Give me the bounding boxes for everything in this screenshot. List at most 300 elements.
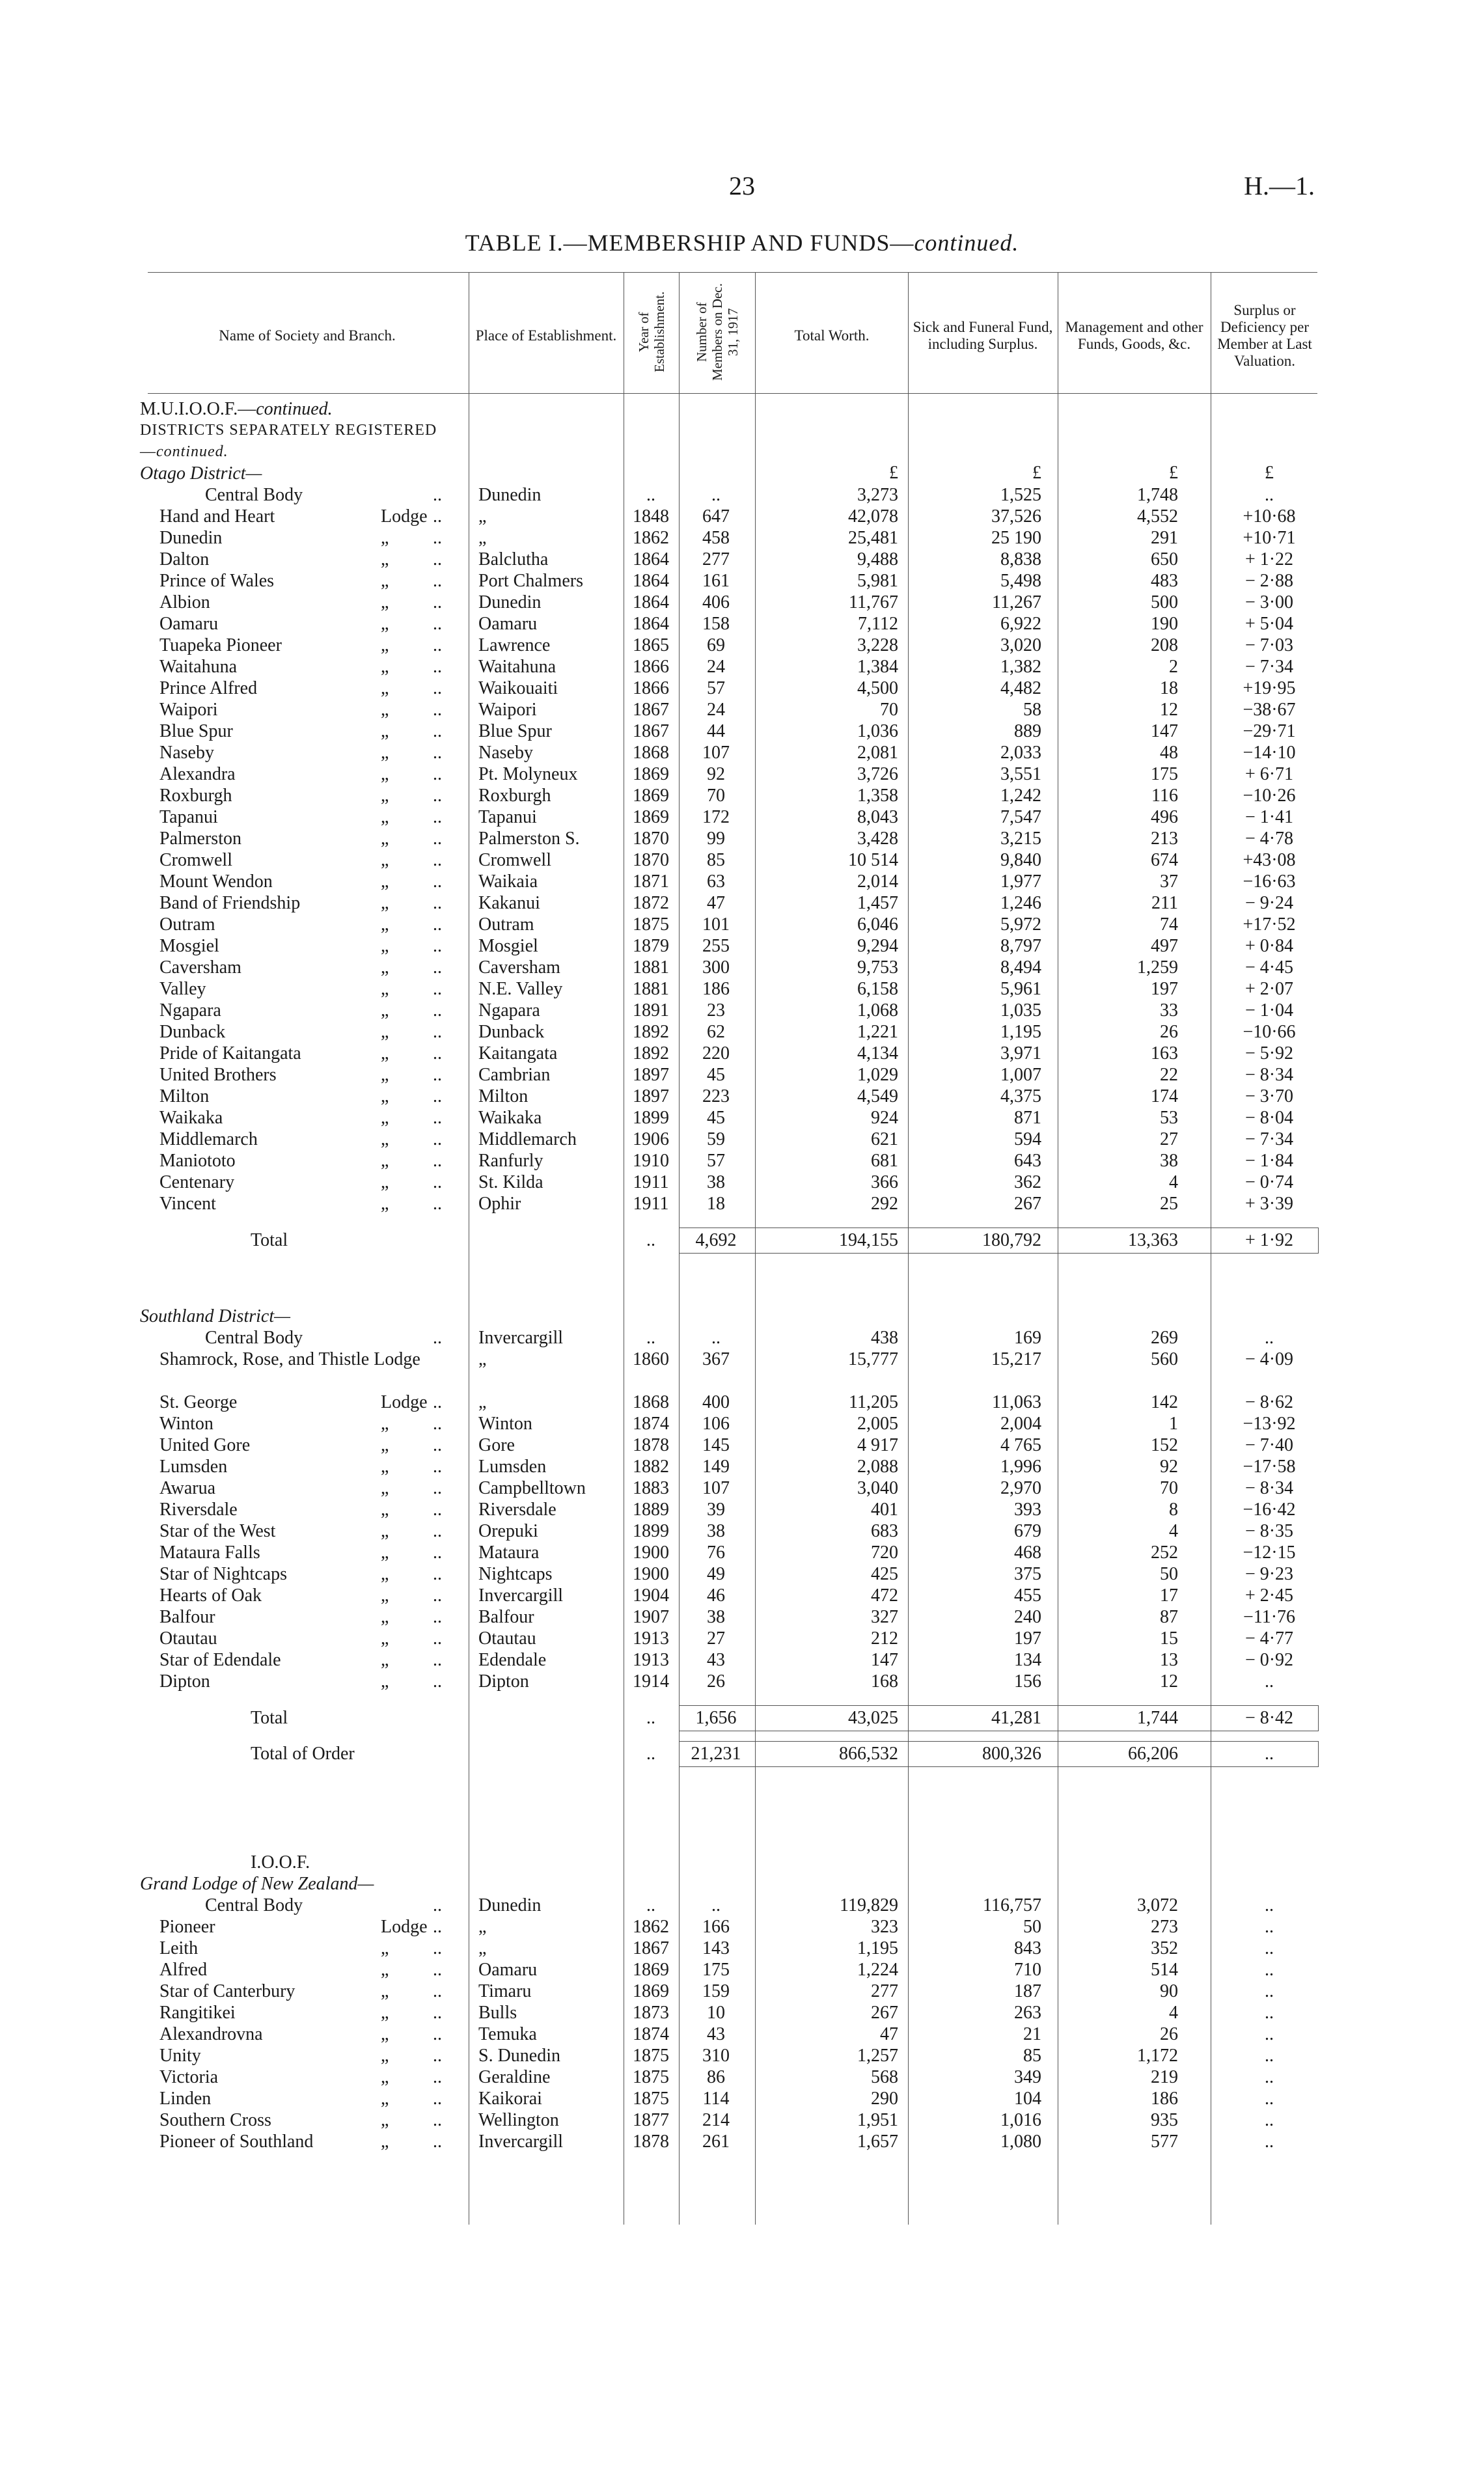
table-row	[0, 806, 1484, 828]
place-name: Lumsden	[478, 1457, 547, 1477]
members-cell: 38	[707, 1607, 725, 1627]
year-cell: 1869	[633, 1981, 669, 2001]
surplus-cell: − 8·04	[1244, 1108, 1294, 1128]
sick-fund-cell: 349	[1014, 2067, 1041, 2087]
society-name: Central Body	[205, 485, 303, 505]
leader-dots: ..	[433, 1895, 442, 1915]
leader-dots: ..	[433, 893, 442, 913]
sick-fund-cell: 1,246	[1000, 893, 1041, 913]
place-cell	[478, 613, 622, 635]
year-cell: 1862	[633, 528, 669, 548]
place-cell	[478, 1606, 622, 1628]
management-cell: 74	[1160, 914, 1178, 935]
surplus-cell: − 1·41	[1244, 807, 1294, 827]
place-cell	[478, 656, 622, 678]
place-cell	[478, 1349, 622, 1370]
lodge-suffix: „	[381, 1981, 389, 2001]
sick-fund-cell: 1,016	[1000, 2110, 1041, 2130]
place-name: Kakanui	[478, 893, 540, 913]
leader-dots: ..	[433, 2024, 442, 2044]
year-cell: 1904	[633, 1585, 669, 1606]
year-cell: 1867	[633, 721, 669, 741]
sick-fund-cell: 5,961	[1000, 979, 1041, 999]
surplus-cell: − 0·92	[1244, 1650, 1294, 1670]
place-cell	[478, 1000, 622, 1021]
sick-fund-cell: 375	[1014, 1564, 1041, 1584]
members-cell: 27	[707, 1628, 725, 1649]
society-name: Milton	[159, 1086, 210, 1106]
header-sick: Sick and Funeral Fund, including Surplus.	[913, 319, 1053, 352]
leader-dots: ..	[433, 1628, 442, 1649]
place-name: Bulls	[478, 2003, 517, 2023]
leader-dots: ..	[433, 2046, 442, 2066]
lodge-suffix: „	[381, 2003, 389, 2023]
leader-dots: ..	[433, 1981, 442, 2001]
lodge-suffix: „	[381, 957, 389, 978]
header-top-rule	[148, 272, 1317, 273]
members-cell: 175	[702, 1960, 730, 1980]
members-cell: 39	[707, 1500, 725, 1520]
leader-dots: ..	[433, 1585, 442, 1606]
sick-fund-cell: 134	[1014, 1650, 1041, 1670]
management-cell: 219	[1151, 2067, 1178, 2087]
lodge-suffix: Lodge	[381, 1917, 428, 1937]
year-cell: 1862	[633, 1917, 669, 1937]
leader-dots: ..	[433, 1414, 442, 1434]
surplus-cell: − 8·34	[1244, 1478, 1294, 1498]
surplus-cell: + 1·22	[1244, 549, 1294, 569]
header-members-text: Number of Members on Dec. 31, 1917	[694, 283, 741, 381]
lodge-suffix: „	[381, 1086, 389, 1106]
place-cell	[478, 527, 622, 549]
leader-dots: ..	[433, 936, 442, 956]
sick-fund-cell: 263	[1014, 2003, 1041, 2023]
sick-fund-cell: 710	[1014, 1960, 1041, 1980]
management-cell: 211	[1151, 893, 1178, 913]
worth-cell: 401	[871, 1500, 898, 1520]
place-name: Mosgiel	[478, 936, 538, 956]
surplus-cell: ..	[1265, 1895, 1274, 1915]
management-cell: 4	[1169, 2003, 1178, 2023]
leader-dots: ..	[433, 786, 442, 806]
header-worth: Total Worth.	[794, 327, 870, 344]
year-cell: 1875	[633, 2067, 669, 2087]
place-cell	[478, 2066, 622, 2088]
leader-dots: ..	[433, 1938, 442, 1958]
table-row	[0, 2131, 1484, 2152]
management-cell: 92	[1160, 1457, 1178, 1477]
place-name: „	[478, 1349, 487, 1369]
table-row	[0, 1107, 1484, 1129]
currency-symbol: £	[1032, 463, 1041, 483]
year-cell: 1875	[633, 2046, 669, 2066]
sick-fund-cell: 116,757	[983, 1895, 1041, 1915]
leader-dots: ..	[433, 1960, 442, 1980]
leader-dots: ..	[433, 1650, 442, 1670]
place-name: Geraldine	[478, 2067, 551, 2087]
place-cell	[478, 763, 622, 785]
place-cell	[478, 806, 622, 828]
members-cell: 86	[707, 2067, 725, 2087]
management-cell: 190	[1151, 614, 1178, 634]
table-row	[0, 957, 1484, 978]
leader-dots: ..	[433, 506, 442, 527]
surplus-cell: ..	[1265, 2132, 1274, 2152]
table-row	[0, 1499, 1484, 1520]
leader-dots: ..	[433, 485, 442, 505]
society-name: United Brothers	[159, 1065, 277, 1085]
worth-cell: 327	[871, 1607, 898, 1627]
table-row	[0, 635, 1484, 656]
management-cell: 1	[1169, 1414, 1178, 1434]
southland-district-heading: Southland District—	[140, 1306, 291, 1326]
place-cell	[478, 785, 622, 806]
place-name: Kaikorai	[478, 2089, 542, 2109]
table-row	[0, 828, 1484, 849]
otago-district-heading: Otago District—	[140, 463, 262, 484]
lodge-suffix: „	[381, 914, 389, 935]
place-name: Ophir	[478, 1194, 521, 1214]
year-cell: 1875	[633, 914, 669, 935]
total-worth: 866,532	[839, 1744, 898, 1764]
place-name: Mataura	[478, 1543, 540, 1563]
place-name: Middlemarch	[478, 1129, 577, 1149]
currency-symbol: £	[1169, 463, 1178, 483]
header-name: Name of Society and Branch.	[219, 327, 396, 344]
year-cell: 1900	[633, 1543, 669, 1563]
section-heading	[0, 1852, 1484, 1873]
total-members: 1,656	[695, 1708, 737, 1728]
society-name: Balfour	[159, 1607, 215, 1627]
worth-cell: 2,088	[857, 1457, 898, 1477]
management-cell: 147	[1151, 721, 1178, 741]
document-reference: H.—1.	[1244, 171, 1315, 200]
members-cell: 255	[702, 936, 730, 956]
society-name: Pride of Kaitangata	[159, 1043, 301, 1063]
society-name: Band of Friendship	[159, 893, 301, 913]
society-name: St. George	[159, 1392, 238, 1412]
surplus-cell: +17·52	[1243, 914, 1296, 935]
leader-dots: ..	[433, 678, 442, 698]
leader-dots: ..	[433, 829, 442, 849]
year-cell: 1869	[633, 1960, 669, 1980]
header-bottom-rule	[148, 393, 1317, 394]
leader-dots: ..	[433, 979, 442, 999]
society-name: Mount Wendon	[159, 871, 273, 892]
place-cell	[478, 678, 622, 699]
worth-cell: 720	[871, 1543, 898, 1563]
table-row	[0, 871, 1484, 892]
table-row	[0, 742, 1484, 763]
header-year	[625, 273, 678, 391]
members-cell: ..	[711, 1328, 721, 1348]
place-cell	[478, 1043, 622, 1064]
society-name: Oamaru	[159, 614, 219, 634]
members-cell: 62	[707, 1022, 725, 1042]
society-name: Dalton	[159, 549, 210, 569]
worth-cell: 1,224	[857, 1960, 898, 1980]
sick-fund-cell: 1,007	[1000, 1065, 1041, 1085]
worth-cell: 2,005	[857, 1414, 898, 1434]
members-cell: 400	[702, 1392, 730, 1412]
table-body	[0, 398, 1484, 2152]
members-cell: 49	[707, 1564, 725, 1584]
worth-cell: 267	[871, 2003, 898, 2023]
surplus-cell: − 8·62	[1244, 1392, 1294, 1412]
place-cell	[478, 849, 622, 871]
place-cell	[478, 2131, 622, 2152]
year-cell: 1869	[633, 807, 669, 827]
surplus-cell: −11·76	[1243, 1607, 1296, 1627]
place-name: Roxburgh	[478, 786, 551, 806]
year-cell: 1910	[633, 1151, 669, 1171]
header-members	[680, 273, 754, 391]
total-surplus: + 1·92	[1244, 1230, 1294, 1250]
lodge-suffix: „	[381, 592, 389, 612]
leader-dots: ..	[433, 2132, 442, 2152]
lodge-suffix: „	[381, 1000, 389, 1021]
total-members: 21,231	[691, 1744, 741, 1764]
lodge-suffix: „	[381, 2132, 389, 2152]
leader-dots: ..	[646, 1708, 655, 1728]
worth-cell: 147	[871, 1650, 898, 1670]
management-cell: 483	[1151, 571, 1178, 591]
members-cell: 220	[702, 1043, 730, 1063]
surplus-cell: − 4·78	[1244, 829, 1294, 849]
surplus-cell: +10·71	[1243, 528, 1296, 548]
lodge-suffix: „	[381, 1414, 389, 1434]
place-name: Timaru	[478, 1981, 532, 2001]
place-name: „	[478, 1392, 487, 1412]
year-cell: 1879	[633, 936, 669, 956]
worth-cell: 1,257	[857, 2046, 898, 2066]
members-cell: 172	[702, 807, 730, 827]
year-cell: 1897	[633, 1065, 669, 1085]
place-cell	[478, 1392, 622, 1413]
management-cell: 935	[1151, 2110, 1178, 2130]
place-name: Oamaru	[478, 1960, 538, 1980]
place-name: Ngapara	[478, 1000, 540, 1021]
lodge-suffix: „	[381, 528, 389, 548]
worth-cell: 9,488	[857, 549, 898, 569]
place-cell	[478, 549, 622, 570]
worth-cell: 119,829	[840, 1895, 898, 1915]
worth-cell: 290	[871, 2089, 898, 2109]
surplus-cell: + 5·04	[1244, 614, 1294, 634]
lodge-suffix: „	[381, 1478, 389, 1498]
surplus-cell: ..	[1265, 1917, 1274, 1937]
place-cell	[478, 506, 622, 527]
leader-dots: ..	[433, 614, 442, 634]
surplus-cell: +10·68	[1243, 506, 1296, 527]
society-name: Alfred	[159, 1960, 208, 1980]
worth-cell: 4,134	[857, 1043, 898, 1063]
members-cell: 24	[707, 657, 725, 677]
leader-dots: ..	[433, 1065, 442, 1085]
lodge-suffix: „	[381, 1435, 389, 1455]
table-row	[0, 2002, 1484, 2023]
table-row	[0, 1606, 1484, 1628]
worth-cell: 10 514	[848, 850, 898, 870]
society-name: Hand and Heart	[159, 506, 275, 527]
place-name: Palmerston S.	[478, 829, 580, 849]
year-cell: 1848	[633, 506, 669, 527]
place-name: Balclutha	[478, 549, 549, 569]
members-cell: 47	[707, 893, 725, 913]
society-name: Waipori	[159, 700, 218, 720]
table-row	[0, 1000, 1484, 1021]
place-cell	[478, 484, 622, 506]
place-cell	[478, 2023, 622, 2045]
worth-cell: 47	[880, 2024, 898, 2044]
table-row	[0, 2045, 1484, 2066]
lodge-suffix: „	[381, 1564, 389, 1584]
surplus-cell: ..	[1265, 1671, 1274, 1692]
place-name: „	[478, 1938, 487, 1958]
leader-dots: ..	[433, 1086, 442, 1106]
sick-fund-cell: 3,215	[1000, 829, 1041, 849]
society-name: Linden	[159, 2089, 212, 2109]
section-heading	[0, 1873, 1484, 1895]
management-cell: 1,259	[1137, 957, 1178, 978]
management-cell: 500	[1151, 592, 1178, 612]
management-cell: 87	[1160, 1607, 1178, 1627]
management-cell: 12	[1160, 1671, 1178, 1692]
sick-fund-cell: 679	[1014, 1521, 1041, 1541]
members-cell: 92	[707, 764, 725, 784]
year-cell: 1864	[633, 549, 669, 569]
management-cell: 1,748	[1137, 485, 1178, 505]
society-name: Middlemarch	[159, 1129, 258, 1149]
sick-fund-cell: 4 765	[1000, 1435, 1041, 1455]
members-cell: 261	[702, 2132, 730, 2152]
place-cell	[478, 978, 622, 1000]
management-cell: 142	[1151, 1392, 1178, 1412]
society-name: Palmerston	[159, 829, 241, 849]
sick-fund-cell: 5,498	[1000, 571, 1041, 591]
year-cell: 1878	[633, 1435, 669, 1455]
management-cell: 650	[1151, 549, 1178, 569]
society-name: Dunedin	[159, 528, 223, 548]
society-name: Unity	[159, 2046, 201, 2066]
leader-dots: ..	[433, 807, 442, 827]
lodge-suffix: „	[381, 1043, 389, 1063]
worth-cell: 3,228	[857, 635, 898, 655]
leader-dots: ..	[433, 2089, 442, 2109]
worth-cell: 4,500	[857, 678, 898, 698]
surplus-cell: ..	[1265, 2067, 1274, 2087]
management-cell: 3,072	[1137, 1895, 1178, 1915]
table-row	[0, 506, 1484, 527]
leader-dots: ..	[433, 850, 442, 870]
worth-cell: 1,657	[857, 2132, 898, 2152]
total-surplus: ..	[1265, 1744, 1274, 1764]
surplus-cell: − 0·74	[1244, 1172, 1294, 1192]
year-cell: 1872	[633, 893, 669, 913]
worth-cell: 568	[871, 2067, 898, 2087]
year-cell: 1867	[633, 1938, 669, 1958]
management-cell: 560	[1151, 1349, 1178, 1369]
table-row	[0, 549, 1484, 570]
management-cell: 2	[1169, 657, 1178, 677]
sick-fund-cell: 1,195	[1000, 1022, 1041, 1042]
place-name: „	[478, 506, 487, 527]
place-cell	[478, 1981, 622, 2002]
place-cell	[478, 1413, 622, 1434]
place-name: Nightcaps	[478, 1564, 553, 1584]
management-cell: 22	[1160, 1065, 1178, 1085]
year-cell: 1869	[633, 764, 669, 784]
surplus-cell: −12·15	[1243, 1543, 1296, 1563]
leader-dots: ..	[433, 1543, 442, 1563]
table-row	[0, 1959, 1484, 1981]
members-cell: 300	[702, 957, 730, 978]
management-cell: 8	[1169, 1500, 1178, 1520]
table-row	[0, 785, 1484, 806]
surplus-cell: ..	[1265, 1981, 1274, 2001]
management-cell: 38	[1160, 1151, 1178, 1171]
management-cell: 37	[1160, 871, 1178, 892]
table-row	[0, 914, 1484, 935]
section-heading	[0, 398, 1484, 420]
total-label: Total of Order	[251, 1744, 355, 1764]
members-cell: 76	[707, 1543, 725, 1563]
place-name: Riversdale	[478, 1500, 556, 1520]
society-name: Southern Cross	[159, 2110, 271, 2130]
table-row	[0, 1021, 1484, 1043]
members-cell: 406	[702, 592, 730, 612]
members-cell: 158	[702, 614, 730, 634]
total-sick: 800,326	[982, 1744, 1041, 1764]
lodge-suffix: „	[381, 635, 389, 655]
leader-dots: ..	[433, 1328, 442, 1348]
place-name: Dipton	[478, 1671, 529, 1692]
society-name: Victoria	[159, 2067, 219, 2087]
year-cell: 1874	[633, 2024, 669, 2044]
header-mgmt: Management and other Funds, Goods, &c.	[1065, 319, 1203, 352]
worth-cell: 292	[871, 1194, 898, 1214]
members-cell: 166	[702, 1917, 730, 1937]
place-name: Cambrian	[478, 1065, 551, 1085]
place-name: Invercargill	[478, 1328, 564, 1348]
place-name: Blue Spur	[478, 721, 552, 741]
society-name: Prince Alfred	[159, 678, 258, 698]
members-cell: 23	[707, 1000, 725, 1021]
sick-fund-cell: 6,922	[1000, 614, 1041, 634]
society-name: Pioneer	[159, 1917, 215, 1937]
sick-fund-cell: 455	[1014, 1585, 1041, 1606]
management-cell: 13	[1160, 1650, 1178, 1670]
surplus-cell: + 2·07	[1244, 979, 1294, 999]
surplus-cell: − 7·03	[1244, 635, 1294, 655]
members-cell: 367	[702, 1349, 730, 1369]
sick-fund-cell: 3,551	[1000, 764, 1041, 784]
table-row	[0, 1477, 1484, 1499]
society-name: Valley	[159, 979, 206, 999]
place-cell	[478, 1649, 622, 1671]
lodge-suffix: „	[381, 1172, 389, 1192]
society-name: Otautau	[159, 1628, 217, 1649]
total-label: Total	[251, 1708, 288, 1728]
sick-fund-cell: 3,020	[1000, 635, 1041, 655]
table-row	[0, 592, 1484, 613]
table-row	[0, 1172, 1484, 1193]
worth-cell: 70	[880, 700, 898, 720]
year-cell: 1874	[633, 1414, 669, 1434]
worth-cell: 4 917	[857, 1435, 898, 1455]
leader-dots: ..	[433, 1564, 442, 1584]
leader-dots: ..	[433, 528, 442, 548]
